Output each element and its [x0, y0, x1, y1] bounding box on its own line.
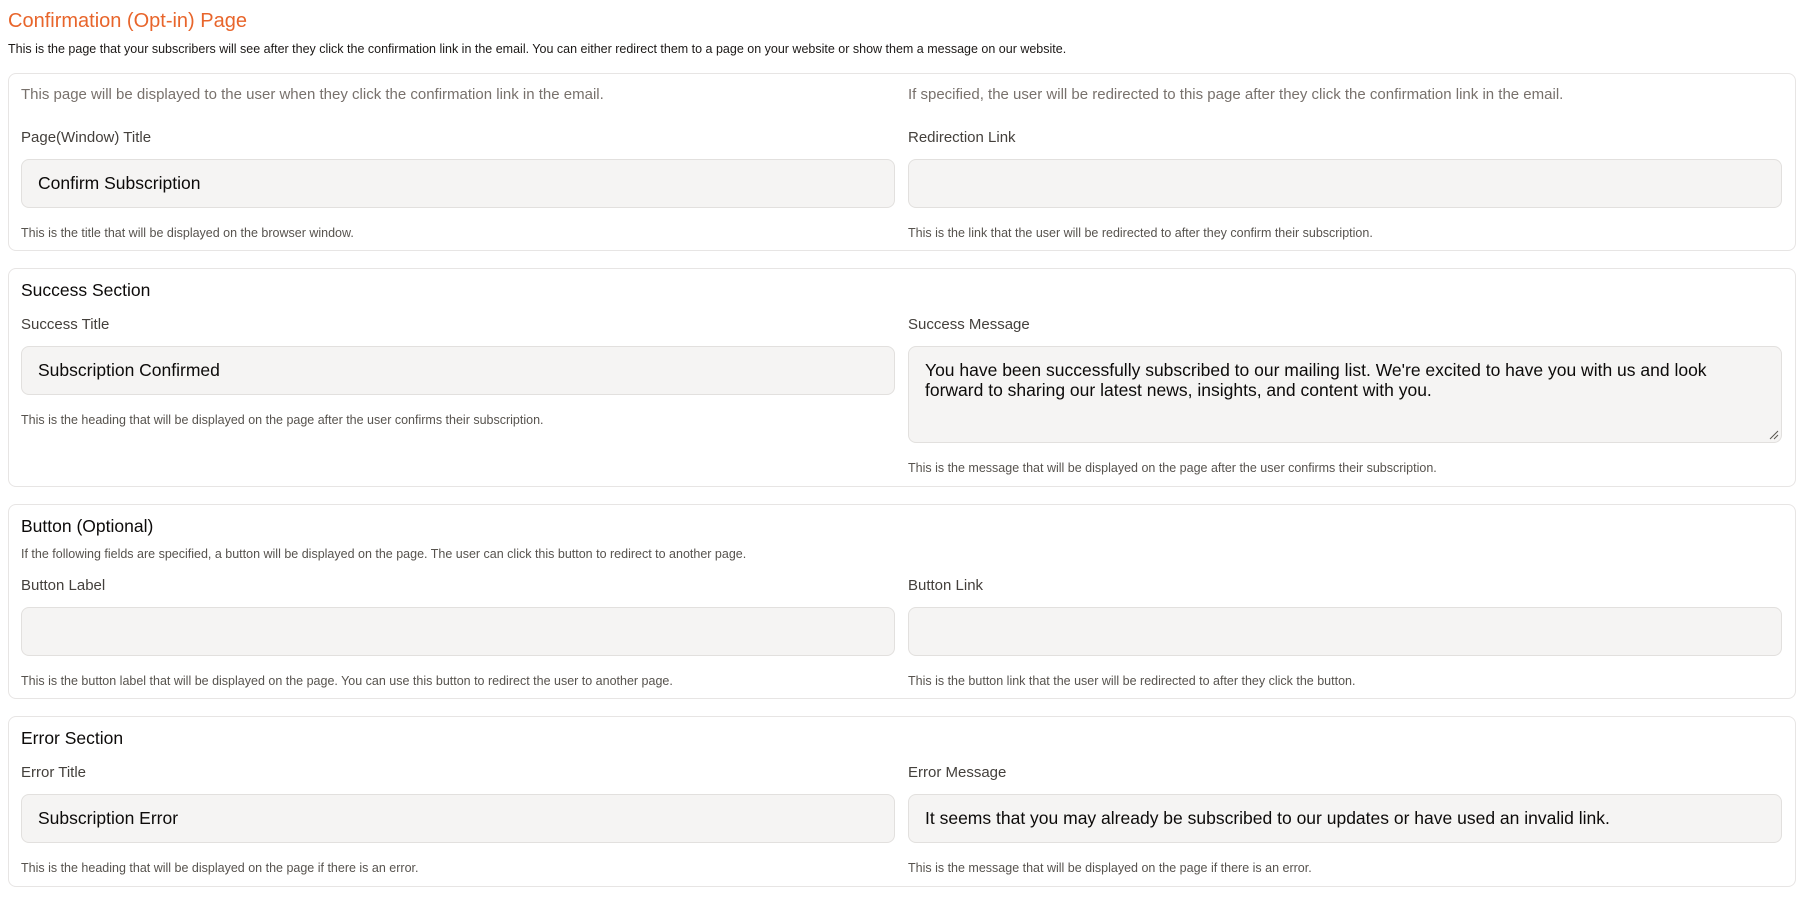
success-section-card — [8, 268, 1796, 487]
error-title-help: This is the heading that will be displayed on the page if there is an error. — [21, 861, 419, 875]
error-title-input[interactable]: Subscription Error — [21, 794, 895, 843]
button-section-card — [8, 504, 1796, 699]
button-label-label: Button Label — [21, 577, 106, 594]
redirection-link-help: This is the link that the user will be redirected to after they confirm their subscription. — [908, 226, 1373, 240]
resize-handle-icon[interactable] — [1767, 428, 1779, 440]
page-settings-card — [8, 73, 1796, 251]
success-message-help: This is the message that will be displayed on the page after the user confirms their subscription. — [908, 461, 1437, 475]
button-section-heading: Button (Optional) — [21, 516, 154, 536]
success-message-textarea[interactable] — [908, 346, 1782, 443]
page-title-label: Page(Window) Title — [21, 129, 152, 146]
button-section-description: If the following fields are specified, a button will be displayed on the page. The user can click this button to redirect to another page. — [21, 547, 747, 561]
success-title-label: Success Title — [21, 316, 110, 333]
error-section-heading: Error Section — [21, 728, 124, 748]
error-section-card — [8, 716, 1796, 887]
button-link-input[interactable] — [908, 607, 1782, 656]
redirection-link-label: Redirection Link — [908, 129, 1016, 146]
success-message-label: Success Message — [908, 316, 1030, 333]
button-label-input[interactable] — [21, 607, 895, 656]
button-label-help: This is the button label that will be displayed on the page. You can use this button to redirect the user to another page. — [21, 674, 673, 688]
page-title: Confirmation (Opt-in) Page — [8, 10, 247, 32]
page-title-input[interactable]: Confirm Subscription — [21, 159, 895, 208]
success-message-text: You have been successfully subscribed to our mailing list. We're excited to have you with us and look forward to sharing our latest news, insights, and content with you. — [925, 360, 1707, 400]
page-description: This is the page that your subscribers will see after they click the confirmation link in the email. You can either redirect them to a page on your website or show them a message on our website. — [8, 42, 1067, 56]
page-title-help: This is the title that will be displayed on the browser window. — [21, 226, 354, 240]
button-link-help: This is the button link that the user will be redirected to after they click the button. — [908, 674, 1356, 688]
error-title-label: Error Title — [21, 764, 87, 781]
button-link-label: Button Link — [908, 577, 984, 594]
success-title-input[interactable]: Subscription Confirmed — [21, 346, 895, 395]
error-message-input[interactable]: It seems that you may already be subscribed to our updates or have used an invalid link. — [908, 794, 1782, 843]
success-section-heading: Success Section — [21, 280, 151, 300]
page-display-note: This page will be displayed to the user when they click the confirmation link in the email. — [21, 86, 604, 103]
error-message-help: This is the message that will be displayed on the page if there is an error. — [908, 861, 1312, 875]
redirection-link-input[interactable] — [908, 159, 1782, 208]
success-title-help: This is the heading that will be displayed on the page after the user confirms their subscription. — [21, 413, 544, 427]
redirect-note: If specified, the user will be redirected to this page after they click the confirmation link in the email. — [908, 86, 1564, 103]
error-message-label: Error Message — [908, 764, 1007, 781]
